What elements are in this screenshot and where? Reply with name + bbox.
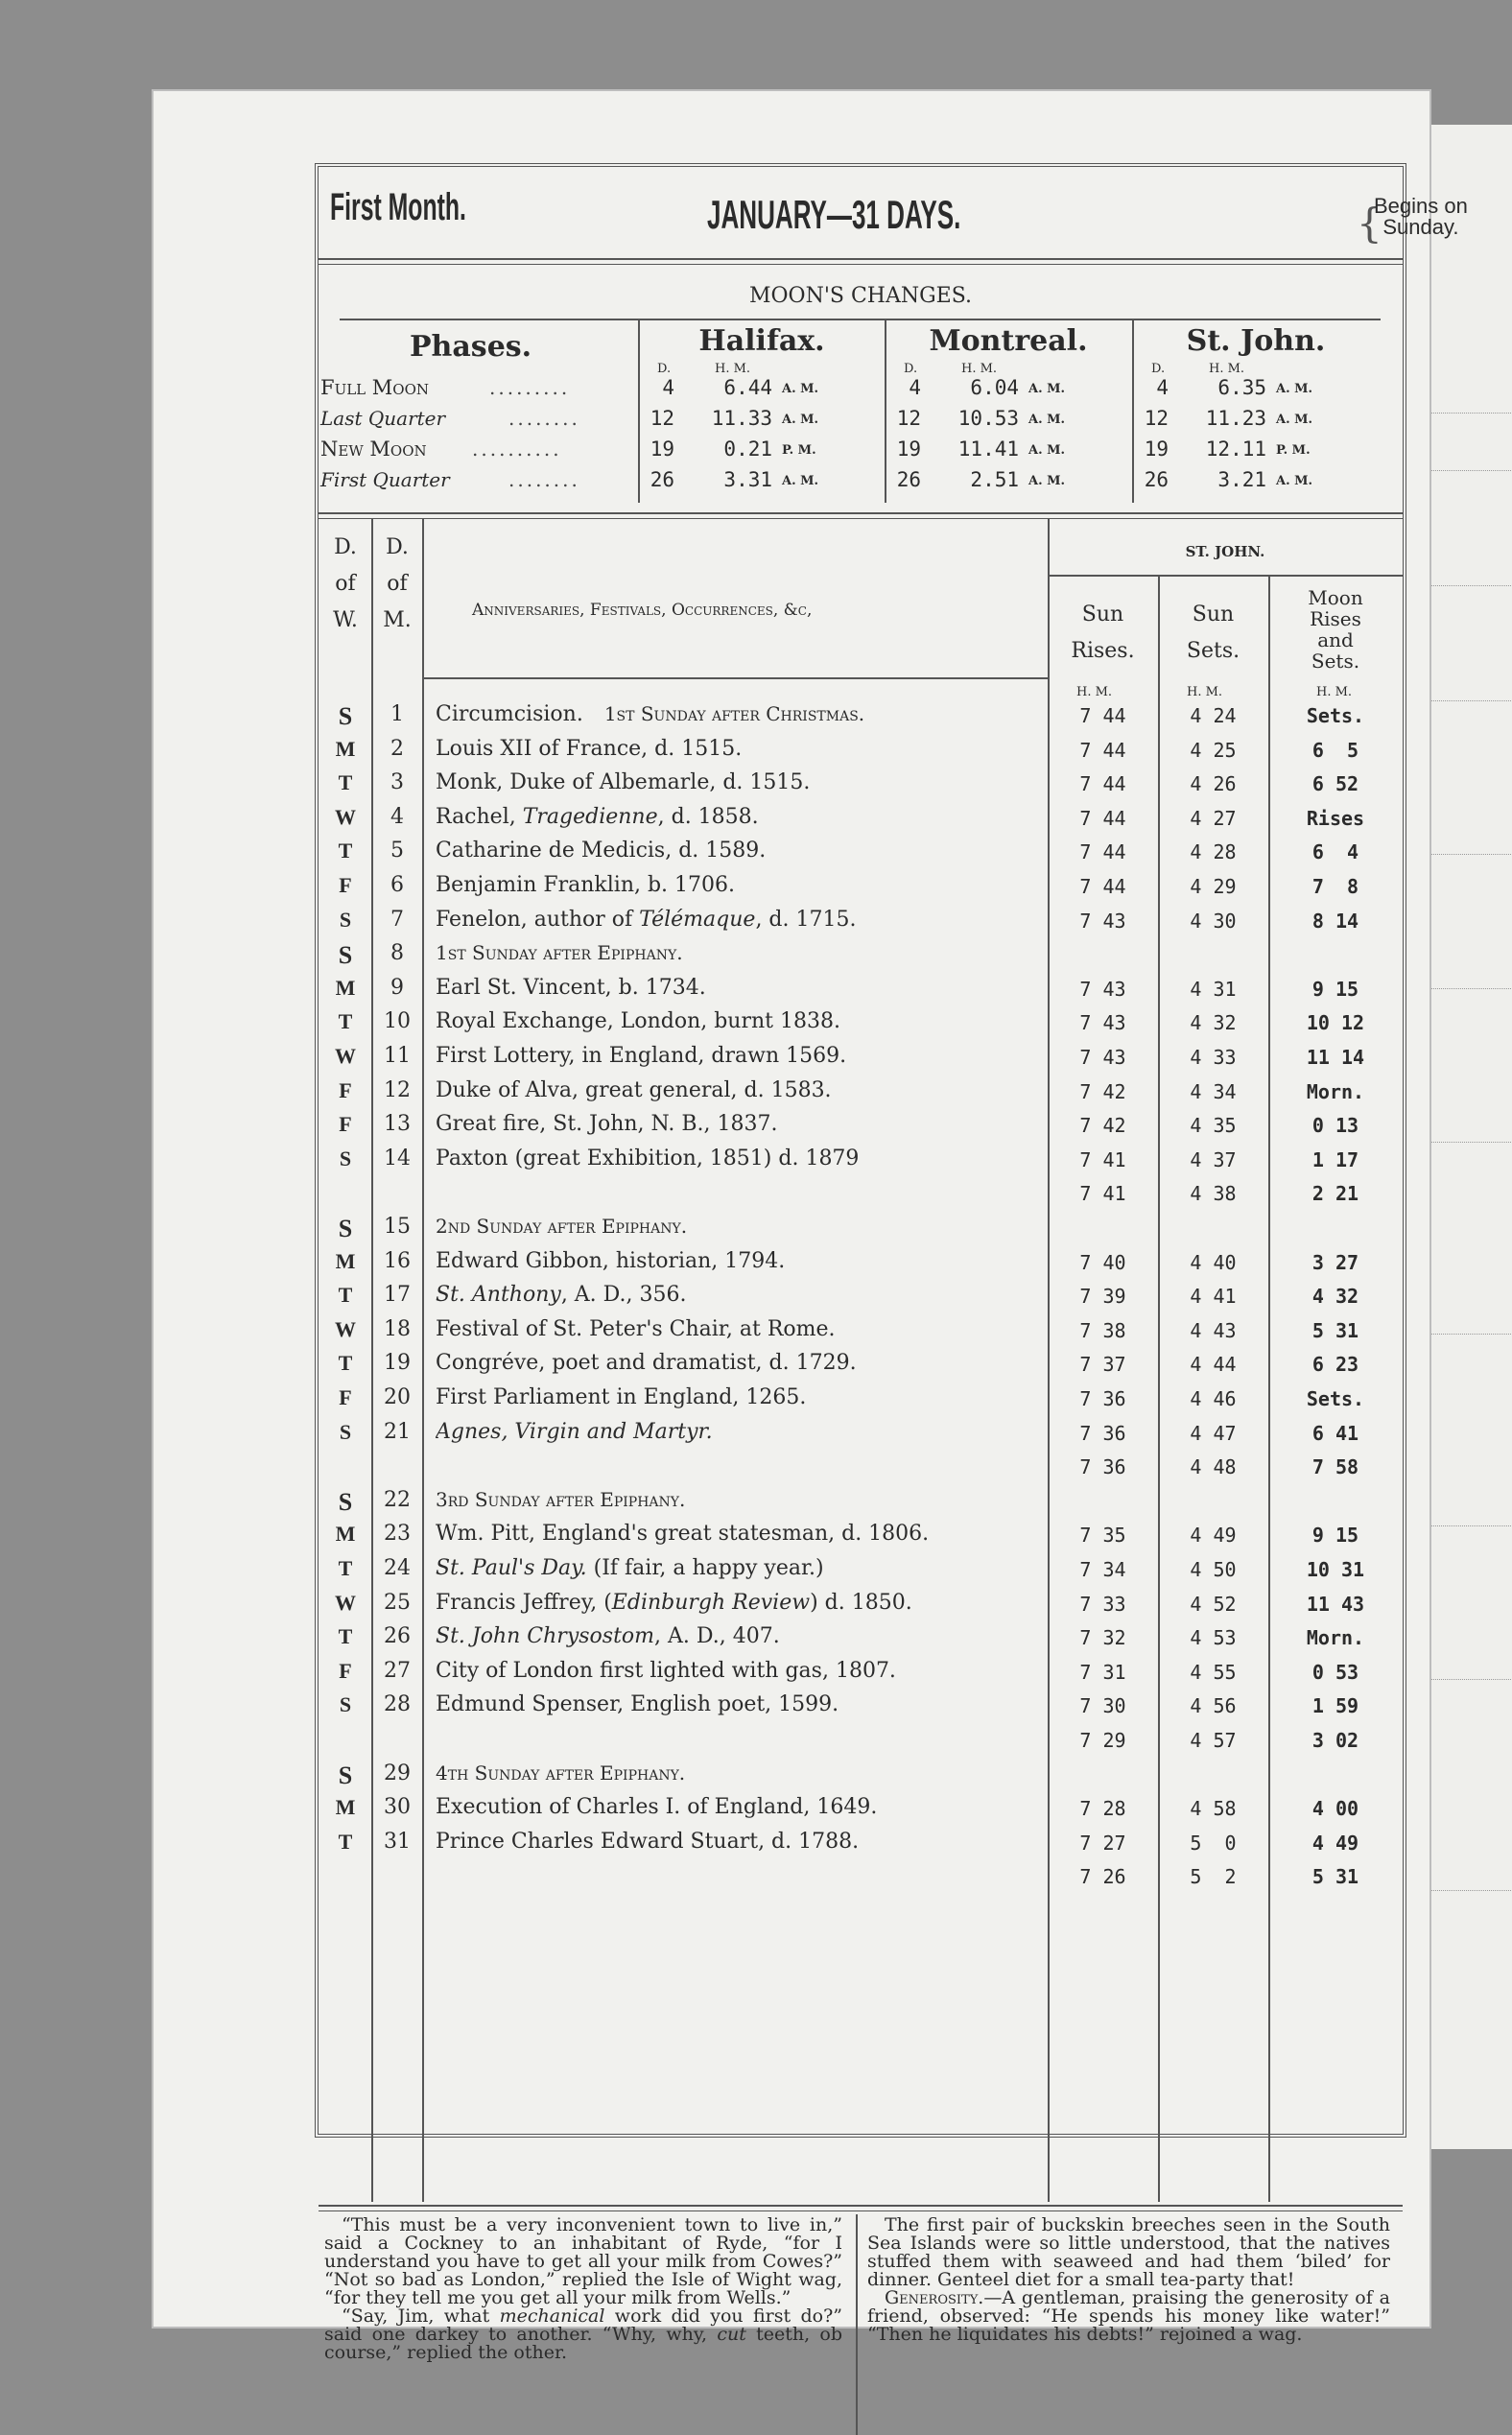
moon-rises-sets: 6 5: [1311, 739, 1359, 762]
event-text: [436, 737, 742, 761]
event-text: [436, 1078, 832, 1102]
event-text: [436, 1761, 685, 1785]
sun-sets: 4 30: [1190, 910, 1237, 933]
event-main: Wm. Pitt, England's great statesman, d. 1806.: [436, 1522, 930, 1546]
city-phase-time: 0.21: [723, 437, 772, 461]
moon-rises-sets: 4 00: [1311, 1797, 1359, 1820]
day-of-week: S: [338, 1488, 353, 1516]
sun-sets: 4 29: [1190, 875, 1237, 898]
event-text: [436, 1044, 846, 1068]
moon-rises-sets: Sets.: [1306, 704, 1365, 727]
sun-rises: 7 44: [1079, 739, 1126, 762]
day-of-week: S: [339, 1420, 352, 1444]
sun-sets: 4 28: [1190, 840, 1237, 863]
sun-sets: 4 49: [1190, 1524, 1237, 1547]
phase-full-moon: Full Moon: [320, 376, 430, 399]
day-of-week: T: [338, 1009, 353, 1033]
city-d-label: D.: [657, 362, 672, 376]
moon-rises-sets: 5 31: [1311, 1319, 1359, 1342]
sun-sets: 5 2: [1190, 1865, 1237, 1888]
event-main: Festival of St. Peter's Chair, at Rome.: [436, 1317, 836, 1341]
sun-rises: 7 44: [1079, 840, 1126, 863]
day-of-week: W: [335, 805, 356, 829]
day-of-week: W: [335, 1044, 356, 1068]
sun-rises: 7 44: [1079, 807, 1126, 830]
moon-rises-sets: 5 31: [1311, 1865, 1359, 1888]
event-text: [436, 1249, 785, 1273]
sunday-note: 4th Sunday after Epiphany.: [436, 1761, 686, 1785]
moon-rises-sets: 3 27: [1311, 1251, 1359, 1274]
moon-rises-sets: 9 15: [1311, 978, 1359, 1001]
day-of-week: T: [338, 1556, 353, 1580]
month-label: First Month.: [330, 186, 466, 228]
city-phase-ampm: A. M.: [1028, 413, 1066, 427]
sun-rises: 7 29: [1079, 1729, 1126, 1752]
event-text: [436, 1624, 780, 1648]
sun-rises: 7 36: [1079, 1387, 1126, 1410]
event-text: [436, 1147, 859, 1170]
day-of-week: S: [339, 908, 352, 932]
day-of-month: 23: [384, 1522, 411, 1546]
moon-rises-sets: 11 43: [1306, 1593, 1365, 1616]
event-text: [436, 1317, 836, 1341]
day-of-month: 31: [384, 1830, 411, 1854]
event-main: Circumcision.: [436, 702, 583, 726]
sun-rises: 7 44: [1079, 772, 1126, 795]
day-of-week: T: [338, 770, 353, 794]
moon-hm-label: H. M.: [1316, 685, 1353, 699]
phases-title: Phases.: [410, 330, 532, 364]
city-name: Montreal.: [929, 324, 1088, 358]
event-text: [436, 1351, 857, 1375]
almanac-page: [154, 91, 1468, 2363]
event-main: Great fire, St. John, N. B., 1837.: [436, 1112, 778, 1136]
event-main: Louis XII of France, d. 1515.: [436, 737, 743, 761]
moon-rises-sets: 0 13: [1311, 1114, 1359, 1137]
event-italic: St. John Chrysostom: [436, 1624, 655, 1648]
day-of-month: 9: [390, 976, 404, 1000]
sun-sets: 4 43: [1190, 1319, 1237, 1342]
moon-rises-sets: 7 58: [1311, 1455, 1359, 1478]
day-of-month: 11: [384, 1044, 411, 1068]
day-of-month: 19: [384, 1351, 411, 1375]
day-of-week: S: [338, 702, 353, 730]
day-of-month: 8: [390, 941, 404, 965]
day-of-week: M: [335, 1249, 356, 1273]
city-phase-day: 26: [650, 468, 674, 491]
sun-rises: 7 30: [1079, 1694, 1126, 1717]
day-of-month: 17: [384, 1283, 411, 1307]
sun-sets: 4 52: [1190, 1593, 1237, 1616]
sun-rises: 7 41: [1079, 1148, 1126, 1171]
event-text: [436, 702, 864, 726]
city-phase-day: 4: [909, 376, 921, 399]
day-of-month: 1: [390, 702, 404, 726]
event-italic: Tragedienne: [522, 805, 658, 829]
day-of-month: 15: [384, 1215, 411, 1239]
sun-sets: 4 47: [1190, 1422, 1237, 1445]
city-phase-day: 4: [662, 376, 674, 399]
city-phase-ampm: A. M.: [1276, 474, 1313, 488]
event-text: [436, 805, 759, 829]
city-phase-day: 12: [896, 407, 921, 430]
day-of-month: 10: [384, 1009, 411, 1033]
event-main: Catharine de Medicis, d. 1589.: [436, 839, 767, 863]
city-phase-day: 4: [1156, 376, 1169, 399]
event-main: First Parliament in England, 1265.: [436, 1385, 807, 1409]
sun-sets: 4 34: [1190, 1080, 1237, 1103]
event-italic: Agnes, Virgin and Martyr.: [436, 1420, 713, 1444]
event-tail: ) d. 1850.: [810, 1591, 912, 1615]
sun-rises: 7 39: [1079, 1285, 1126, 1308]
sun-sets: 4 58: [1190, 1797, 1237, 1820]
sun-sets: 4 35: [1190, 1114, 1237, 1137]
moon-rises-sets: 11 14: [1306, 1046, 1365, 1069]
day-of-week: W: [335, 1591, 356, 1615]
sun-rises: 7 37: [1079, 1353, 1126, 1376]
sun-rises: 7 28: [1079, 1797, 1126, 1820]
day-of-week: F: [339, 1078, 352, 1102]
city-hm-label: H. M.: [1209, 362, 1245, 376]
col-day-of-month-header: D. of M.: [383, 535, 412, 632]
sun-rises: 7 31: [1079, 1661, 1126, 1684]
event-text: [436, 1420, 713, 1444]
event-main: Duke of Alva, great general, d. 1583.: [436, 1078, 832, 1102]
city-phase-ampm: A. M.: [1028, 443, 1066, 458]
sun-rises: 7 33: [1079, 1593, 1126, 1616]
col-day-of-week-header: D. of W.: [333, 535, 358, 632]
sunset-hm-label: H. M.: [1187, 685, 1223, 699]
city-phase-ampm: A. M.: [1276, 413, 1313, 427]
sun-rises: 7 27: [1079, 1832, 1126, 1855]
begins-note: Begins on Sunday.: [1374, 194, 1468, 239]
event-text: [436, 1830, 859, 1854]
city-phase-ampm: A. M.: [782, 382, 819, 396]
event-main: City of London first lighted with gas, 1807.: [436, 1659, 896, 1683]
sun-rises: 7 36: [1079, 1455, 1126, 1478]
phase-first-quarter: First Quarter: [320, 468, 450, 491]
city-phase-time: 2.51: [970, 468, 1019, 491]
footer-anecdote-right: The first pair of buckskin breeches seen in the South Sea Islands were so little understood, that the natives stuffed them with seaweed and had them ‘biled’ for dinner. Genteel diet for a small tea-party that! Generosity.—A gentleman, praising the generosity of a friend, observed: “He spends his money like water!” “Then he liquidates his debts!” rejoined a wag.: [867, 2214, 1390, 2345]
sun-rises: 7 38: [1079, 1319, 1126, 1342]
sun-sets: 4 37: [1190, 1148, 1237, 1171]
moon-rises-sets: Morn.: [1306, 1626, 1365, 1649]
event-main: Francis Jeffrey, (: [436, 1591, 612, 1615]
day-of-week: S: [338, 1761, 353, 1789]
phase-new-moon: New Moon: [320, 437, 427, 461]
day-of-month: 7: [390, 908, 404, 932]
city-name: St. John.: [1186, 324, 1326, 358]
moon-rises-sets: 6 4: [1311, 840, 1359, 863]
sun-sets: 4 57: [1190, 1729, 1237, 1752]
day-of-month: 2: [390, 737, 404, 761]
sun-sets: 4 56: [1190, 1694, 1237, 1717]
sun-rises: 7 42: [1079, 1114, 1126, 1137]
day-of-month: 16: [384, 1249, 411, 1273]
sun-sets: 5 0: [1190, 1832, 1237, 1855]
event-text: [436, 1591, 912, 1615]
day-of-week: T: [338, 839, 353, 863]
day-of-week: T: [338, 1830, 353, 1854]
sun-sets: 4 40: [1190, 1251, 1237, 1274]
sun-sets: 4 55: [1190, 1661, 1237, 1684]
day-of-month: 29: [384, 1761, 411, 1785]
moon-rises-sets: 0 53: [1311, 1661, 1359, 1684]
event-text: [436, 1692, 839, 1716]
event-text: [436, 1009, 840, 1033]
event-text: [436, 1556, 824, 1580]
day-of-month: 12: [384, 1078, 411, 1102]
day-of-week: T: [338, 1283, 353, 1307]
moon-rises-sets: Rises: [1306, 807, 1365, 830]
sun-sets: 4 41: [1190, 1285, 1237, 1308]
sun-sets: 4 26: [1190, 772, 1237, 795]
event-main: Earl St. Vincent, b. 1734.: [436, 976, 706, 1000]
phase-last-quarter: Last Quarter: [320, 407, 446, 430]
day-of-month: 13: [384, 1112, 411, 1136]
city-phase-ampm: A. M.: [1276, 382, 1313, 396]
day-of-week: S: [338, 1215, 353, 1242]
event-italic: St. Anthony: [436, 1283, 561, 1307]
day-of-week: S: [339, 1147, 352, 1170]
event-italic: St. Paul's Day.: [436, 1556, 587, 1580]
sun-rises: 7 34: [1079, 1558, 1126, 1581]
sun-sets: 4 32: [1190, 1011, 1237, 1034]
moon-rises-sets: 2 21: [1311, 1182, 1359, 1205]
moon-rises-sets: 7 8: [1311, 875, 1359, 898]
moon-rises-sets: 1 59: [1311, 1694, 1359, 1717]
sun-sets: 4 31: [1190, 978, 1237, 1001]
day-of-week: S: [338, 941, 353, 969]
col-events-header: Anniversaries, Festivals, Occurrences, &c,: [472, 601, 813, 620]
sun-rises: 7 43: [1079, 1046, 1126, 1069]
moon-changes-title: MOON'S CHANGES.: [748, 284, 973, 308]
event-text: [436, 908, 856, 932]
day-of-month: 5: [390, 839, 404, 863]
sun-sets: 4 48: [1190, 1455, 1237, 1478]
col-sun-sets-header: Sun Sets.: [1186, 603, 1240, 663]
day-of-week: F: [339, 1112, 352, 1136]
moon-rises-sets: 6 52: [1311, 772, 1359, 795]
city-phase-ampm: P. M.: [782, 443, 816, 458]
city-phase-ampm: P. M.: [1276, 443, 1311, 458]
event-tail: , A. D., 356.: [560, 1283, 687, 1307]
event-main: Edward Gibbon, historian, 1794.: [436, 1249, 786, 1273]
sun-sets: 4 50: [1190, 1558, 1237, 1581]
event-text: [436, 1283, 687, 1307]
day-of-month: 21: [384, 1420, 411, 1444]
day-of-week: M: [335, 1795, 356, 1819]
city-phase-ampm: A. M.: [1028, 382, 1066, 396]
event-tail: (If fair, a happy year.): [586, 1556, 824, 1580]
day-of-month: 27: [384, 1659, 411, 1683]
sun-sets: 4 25: [1190, 739, 1237, 762]
month-title: JANUARY—31 DAYS.: [707, 192, 961, 237]
city-hm-label: H. M.: [961, 362, 998, 376]
moon-rises-sets: 8 14: [1311, 910, 1359, 933]
moon-rises-sets: 6 41: [1311, 1422, 1359, 1445]
event-text: [436, 1659, 896, 1683]
event-main: Monk, Duke of Albemarle, d. 1515.: [436, 770, 811, 794]
event-main: Congréve, poet and dramatist, d. 1729.: [436, 1351, 857, 1375]
event-tail: , d. 1858.: [657, 805, 759, 829]
sun-rises: 7 44: [1079, 875, 1126, 898]
event-text: [436, 1215, 687, 1239]
sun-rises: 7 44: [1079, 704, 1126, 727]
sunday-note: 1st Sunday after Christmas.: [603, 702, 865, 725]
sun-sets: 4 53: [1190, 1626, 1237, 1649]
event-text: [436, 1522, 929, 1546]
event-main: Prince Charles Edward Stuart, d. 1788.: [436, 1830, 860, 1854]
moon-rises-sets: 9 15: [1311, 1524, 1359, 1547]
sun-sets: 4 27: [1190, 807, 1237, 830]
event-main: Fenelon, author of: [436, 908, 640, 932]
event-text: [436, 873, 735, 897]
event-text: [436, 941, 683, 965]
city-phase-day: 26: [1144, 468, 1169, 491]
moon-rises-sets: Sets.: [1306, 1387, 1365, 1410]
event-text: [436, 976, 706, 1000]
sunday-note: 3rd Sunday after Epiphany.: [436, 1488, 686, 1511]
city-phase-time: 11.33: [711, 407, 772, 430]
day-of-month: 14: [384, 1147, 411, 1170]
event-main: Royal Exchange, London, burnt 1838.: [436, 1009, 840, 1033]
sun-sets: 4 46: [1190, 1387, 1237, 1410]
city-phase-time: 12.11: [1205, 437, 1266, 461]
city-phase-time: 3.31: [723, 468, 772, 491]
sun-rises: 7 42: [1079, 1080, 1126, 1103]
day-of-month: 6: [390, 873, 404, 897]
city-phase-ampm: A. M.: [1028, 474, 1066, 488]
city-phase-time: 11.23: [1205, 407, 1266, 430]
day-of-week: S: [339, 1692, 352, 1716]
city-phase-day: 19: [896, 437, 921, 461]
moon-rises-sets: 4 49: [1311, 1832, 1359, 1855]
day-of-week: W: [335, 1317, 356, 1341]
event-tail: , A. D., 407.: [654, 1624, 780, 1648]
event-text: [436, 1385, 806, 1409]
event-main: Edmund Spenser, English poet, 1599.: [436, 1692, 839, 1716]
event-main: Execution of Charles I. of England, 1649.: [436, 1795, 878, 1819]
city-phase-time: 10.53: [957, 407, 1019, 430]
day-of-month: 20: [384, 1385, 411, 1409]
moon-rises-sets: 10 12: [1306, 1011, 1365, 1034]
city-phase-day: 19: [1144, 437, 1169, 461]
sun-sets: 4 24: [1190, 704, 1237, 727]
day-of-week: M: [335, 1522, 356, 1546]
sunday-note: 1st Sunday after Epiphany.: [436, 941, 683, 964]
page-frame: First Month. JANUARY—31 DAYS. { Begins on Sunday. MOON'S CHANGES. Phases. Full Moon Last Quarter New Moon First Quarter ......... ........ .......... ........ Halifax. D. H. M. 4 6.44 A. M. 12 11.33 A. M. 19 0.21 P. M. 26 3.31 A. M. Montreal. D. H. M. 4 6.04 A. M. 12 10.53 A. M. 19 11.41 A. M. 26 2.51 A. M. St. John. D. H. M. 4 6.35 A. M. 12 11.23 A. M. 19 12.11 P. M. 26 3.21 A. M. D. of W. D. of M. Anniversaries, Festivals, Occurrences, &c, ST. JOHN. Sun Rises. Sun Sets. Moon Rises and Sets. H. M. H. M. H. M. S 1 Circumcision. 1st Sunday after Christmas. 7 44 4 24 Sets. M 2 Louis XII of France, d. 1515. 7 44 4 25 6 5 T 3 Monk, Duke of Albemarle, d. 1515. 7 44 4 26 6 52 W 4 Rachel, Tragedienne, d. 1858. 7 44 4 27 Rises T 5 Catharine de Medicis, d. 1589. 7 44 4 28 6 4 F 6 Benjamin Franklin, b. 1706. 7 44 4 29 7 8 S 7 Fenelon, author of Télémaque, d. 1715. 7 43 4 30 8 14 S 8 1st Sunday after Epiphany. M 9 Earl St. Vincent, b. 1734. 7 43 4 31 9 15 T 10 Royal Exchange, London, burnt 1838. 7 43 4 32 10 12 W 11 First Lottery, in England, drawn 1569. 7 43 4 33 11 14 F 12 Duke of Alva, great general, d. 1583. 7 42 4 34 Morn. F 13 Great fire, St. John, N. B., 1837. 7 42 4 35 0 13 S 14 Paxton (great Exhibition, 1851) d. 1879 7 41 4 37 1 17 7 41 4 38 2 21 S 15 2nd Sunday after Epiphany. M 16 Edward Gibbon, historian, 1794. 7 40 4 40 3 27 T 17 St. Anthony, A. D., 356. 7 39 4 41 4 32 W 18 Festival of St. Peter's Chair, at Rome. 7 38 4 43 5 31 T 19 Congréve, poet and dramatist, d. 1729. 7 37 4 44 6 23 F 20 First Parliament in England, 1265. 7 36 4 46 Sets. S 21 Agnes, Virgin and Martyr. 7 36 4 47 6 41 7 36 4 48 7 58 S 22 3rd Sunday after Epiphany. M 23 Wm. Pitt, England's great statesman, d. 1806. 7 35 4 49 9 15 T 24 St. Paul's Day. (If fair, a happy year.) 7 34 4 50 10 31 W 25 Francis Jeffrey, (Edinburgh Review) d. 1850. 7 33 4 52 11 43 T 26 St. John Chrysostom, A. D., 407. 7 32 4 53 Morn. F 27 City of London first lighted with gas, 1807. 7 31 4 55 0 53 S 28 Edmund Spenser, English poet, 1599. 7 30 4 56 1 59 7 29 4 57 3 02 S 29 4th Sunday after Epiphany. M 30 Execution of Charles I. of England, 1649. 7 28 4 58 4 00 T 31 Prince Charles Edward Stuart, d. 1788. 7 27 5 0 4 49 7 26 5 2 5 31 “This must be a very inconvenient town to live in,” said a Cockney to an inhabitant of Ryde, “for I understand you have to get all your milk from Cowes?” “Not so bad as London,” replied the Isle of Wight wag, “for they tell me you get all your milk from Wells.” “Say, Jim, what mechanical work did you first do?” said one darkey to another. “Why, why, cut teeth, ob course,” replied the other. The first pair of buckskin breeches seen in the South Sea Islands were so little understood, that the natives stuffed them with seaweed and had them ‘biled’ for dinner. Genteel diet for a small tea-party that! Generosity.—A gentleman, praising the generosity of a friend, observed: “He spends his money like water!” “Then he liquidates his debts!” rejoined a wag.: [315, 163, 1406, 2138]
event-text: [436, 770, 810, 794]
day-of-month: 26: [384, 1624, 411, 1648]
sun-rises: 7 41: [1079, 1182, 1126, 1205]
sun-sets: 4 38: [1190, 1182, 1237, 1205]
day-of-month: 3: [390, 770, 404, 794]
sun-sets: 4 44: [1190, 1353, 1237, 1376]
day-of-month: 30: [384, 1795, 411, 1819]
day-of-week: M: [335, 737, 356, 761]
city-d-label: D.: [904, 362, 918, 376]
city-phase-day: 12: [1144, 407, 1169, 430]
city-name: Halifax.: [698, 324, 825, 358]
day-of-month: 24: [384, 1556, 411, 1580]
day-of-month: 28: [384, 1692, 411, 1716]
sun-rises: 7 26: [1079, 1865, 1126, 1888]
day-of-week: F: [339, 873, 352, 897]
city-phase-day: 26: [896, 468, 921, 491]
sun-rises: 7 35: [1079, 1524, 1126, 1547]
day-of-week: F: [339, 1659, 352, 1683]
sunday-note: 2nd Sunday after Epiphany.: [436, 1215, 688, 1238]
event-main: Rachel,: [436, 805, 523, 829]
event-text: [436, 839, 766, 863]
moon-rises-sets: Morn.: [1306, 1080, 1365, 1103]
st-john-group-header: ST. JOHN.: [1185, 543, 1265, 560]
moon-rises-sets: 6 23: [1311, 1353, 1359, 1376]
city-phase-ampm: A. M.: [782, 413, 819, 427]
city-phase-day: 19: [650, 437, 674, 461]
event-main: First Lottery, in England, drawn 1569.: [436, 1044, 847, 1068]
day-of-week: T: [338, 1624, 353, 1648]
city-phase-time: 6.04: [970, 376, 1019, 399]
col-sun-rises-header: Sun Rises.: [1071, 603, 1135, 663]
day-of-month: 22: [384, 1488, 411, 1512]
city-phase-time: 6.44: [723, 376, 772, 399]
sun-rises: 7 43: [1079, 1011, 1126, 1034]
moon-rises-sets: 4 32: [1311, 1285, 1359, 1308]
city-hm-label: H. M.: [715, 362, 751, 376]
city-phase-time: 3.21: [1217, 468, 1266, 491]
moon-rises-sets: 1 17: [1311, 1148, 1359, 1171]
sun-rises: 7 40: [1079, 1251, 1126, 1274]
sunrise-hm-label: H. M.: [1076, 685, 1113, 699]
day-of-week: M: [335, 976, 356, 1000]
day-of-week: F: [339, 1385, 352, 1409]
city-phase-ampm: A. M.: [782, 474, 819, 488]
event-main: Benjamin Franklin, b. 1706.: [436, 873, 736, 897]
sun-sets: 4 33: [1190, 1046, 1237, 1069]
brace-icon: {: [1357, 200, 1382, 247]
event-italic: Edinburgh Review: [611, 1591, 811, 1615]
event-text: [436, 1488, 685, 1512]
city-d-label: D.: [1151, 362, 1166, 376]
col-moon-header: Moon Rises and Sets.: [1308, 586, 1363, 673]
day-of-month: 18: [384, 1317, 411, 1341]
day-of-week: T: [338, 1351, 353, 1375]
sun-rises: 7 36: [1079, 1422, 1126, 1445]
event-main: Paxton (great Exhibition, 1851) d. 1879: [436, 1147, 860, 1170]
day-of-month: 4: [390, 805, 404, 829]
city-phase-day: 12: [650, 407, 674, 430]
sun-rises: 7 43: [1079, 910, 1126, 933]
sun-rises: 7 43: [1079, 978, 1126, 1001]
city-phase-time: 6.35: [1217, 376, 1266, 399]
moon-rises-sets: 3 02: [1311, 1729, 1359, 1752]
event-italic: Télémaque: [639, 908, 756, 932]
day-of-month: 25: [384, 1591, 411, 1615]
footer-anecdote-left: “This must be a very inconvenient town to live in,” said a Cockney to an inhabitant of Ryde, “for I understand you have to get all your milk from Cowes?” “Not so bad as London,” replied the Isle of Wight wag, “for they tell me you get all your milk from Wells.” “Say, Jim, what mechanical work did you first do?” said one darkey to another. “Why, why, cut teeth, ob course,” replied the other.: [324, 2214, 842, 2363]
event-tail: , d. 1715.: [755, 908, 857, 932]
sun-rises: 7 32: [1079, 1626, 1126, 1649]
city-phase-time: 11.41: [957, 437, 1019, 461]
event-text: [436, 1112, 778, 1136]
event-text: [436, 1795, 877, 1819]
moon-rises-sets: 10 31: [1306, 1558, 1365, 1581]
